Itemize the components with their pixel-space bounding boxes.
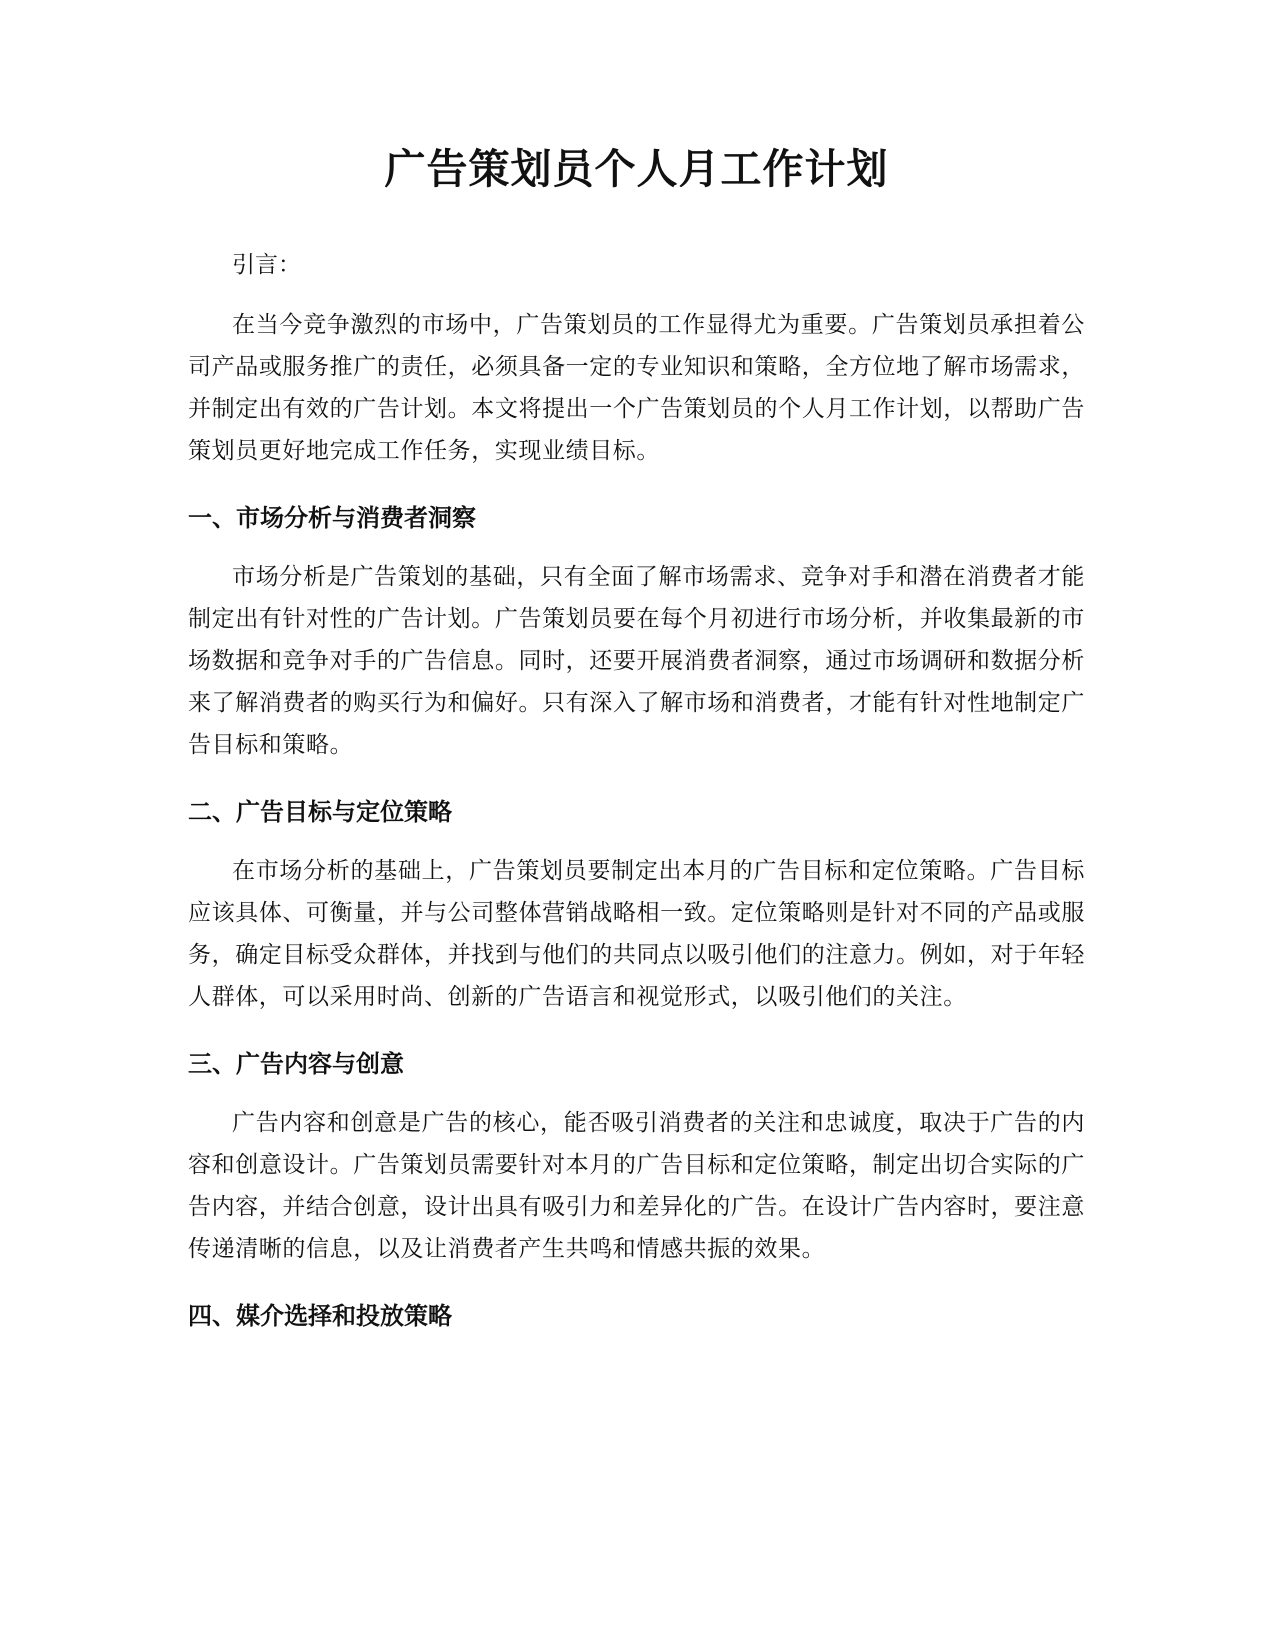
intro-label: 引言： [232, 252, 301, 279]
section-heading-media-selection: 四、媒介选择和投放策略 [188, 1302, 452, 1331]
section-paragraph-ad-goals: 在市场分析的基础上，广告策划员要制定出本月的广告目标和定位策略。广告目标应该具体、可衡量，并与公司整体营销战略相一致。定位策略则是针对不同的产品或服务，确定目标受众群体，并找到与他们的共同点以吸引他们的注意力。例如，对于年轻人群体，可以采用时尚、创新的广告语言和视觉形式，以吸引他们的关注。 [188, 858, 1085, 1011]
section-heading-ad-content: 三、广告内容与创意 [188, 1050, 404, 1079]
intro-paragraph: 在当今竞争激烈的市场中，广告策划员的工作显得尤为重要。广告策划员承担着公司产品或服务推广的责任，必须具备一定的专业知识和策略，全方位地了解市场需求，并制定出有效的广告计划。本文将提出一个广告策划员的个人月工作计划，以帮助广告策划员更好地完成工作任务，实现业绩目标。 [188, 312, 1085, 465]
document-title: 广告策划员个人月工作计划 [384, 145, 889, 193]
section-heading-market-analysis: 一、市场分析与消费者洞察 [188, 504, 476, 533]
section-heading-ad-goals: 二、广告目标与定位策略 [188, 798, 452, 827]
section-paragraph-ad-content: 广告内容和创意是广告的核心，能否吸引消费者的关注和忠诚度，取决于广告的内容和创意设计。广告策划员需要针对本月的广告目标和定位策略，制定出切合实际的广告内容，并结合创意，设计出具有吸引力和差异化的广告。在设计广告内容时，要注意传递清晰的信息，以及让消费者产生共鸣和情感共振的效果。 [188, 1110, 1085, 1263]
section-paragraph-market-analysis: 市场分析是广告策划的基础，只有全面了解市场需求、竞争对手和潜在消费者才能制定出有针对性的广告计划。广告策划员要在每个月初进行市场分析，并收集最新的市场数据和竞争对手的广告信息。同时，还要开展消费者洞察，通过市场调研和数据分析来了解消费者的购买行为和偏好。只有深入了解市场和消费者，才能有针对性地制定广告目标和策略。 [188, 564, 1085, 759]
